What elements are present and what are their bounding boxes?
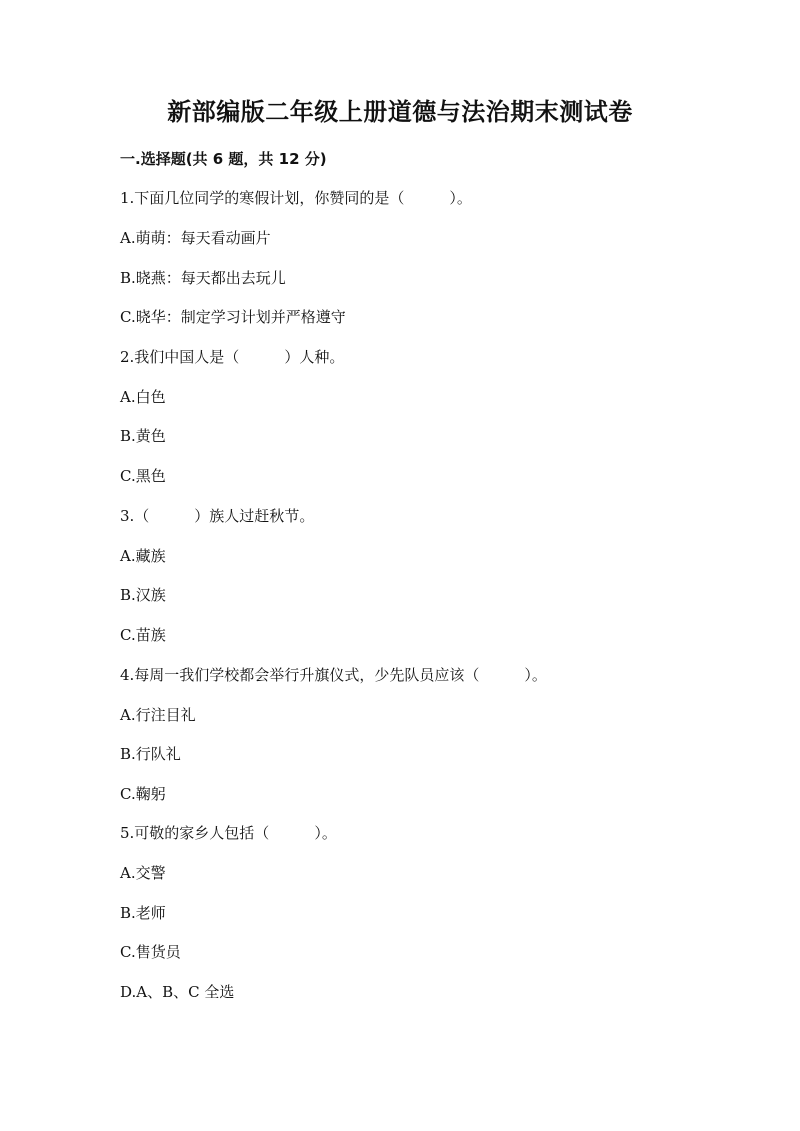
question-5-option-c: C.售货员	[120, 943, 181, 961]
question-1-option-c: C.晓华：制定学习计划并严格遵守	[120, 308, 346, 326]
question-stem-5: 5.可敬的家乡人包括（ ）。	[120, 824, 337, 842]
question-2-option-b: B.黄色	[120, 427, 166, 445]
question-5-option-a: A.交警	[120, 864, 166, 882]
question-3-option-c: C.苗族	[120, 626, 166, 644]
question-2-option-c: C.黑色	[120, 467, 166, 485]
question-3-option-b: B.汉族	[120, 586, 166, 604]
question-4-option-a: A.行注目礼	[120, 706, 196, 724]
question-1-option-a: A.萌萌：每天看动画片	[120, 229, 271, 247]
question-3-option-a: A.藏族	[120, 547, 166, 565]
question-stem-1: 1.下面几位同学的寒假计划，你赞同的是（ ）。	[120, 189, 472, 207]
section-heading: 一.选择题(共 6 题，共 12 分)	[120, 150, 327, 168]
question-4-option-c: C.鞠躬	[120, 785, 166, 803]
question-stem-2: 2.我们中国人是（ ）人种。	[120, 348, 345, 366]
question-stem-4: 4.每周一我们学校都会举行升旗仪式，少先队员应该（ ）。	[120, 666, 547, 684]
question-1-option-b: B.晓燕：每天都出去玩儿	[120, 269, 286, 287]
question-stem-3: 3.（ ）族人过赶秋节。	[120, 507, 315, 525]
question-5-option-b: B.老师	[120, 904, 166, 922]
question-2-option-a: A.白色	[120, 388, 166, 406]
page-title: 新部编版二年级上册道德与法治期末测试卷	[167, 97, 633, 126]
question-5-option-d: D.A、B、C 全选	[120, 983, 235, 1001]
question-4-option-b: B.行队礼	[120, 745, 181, 763]
